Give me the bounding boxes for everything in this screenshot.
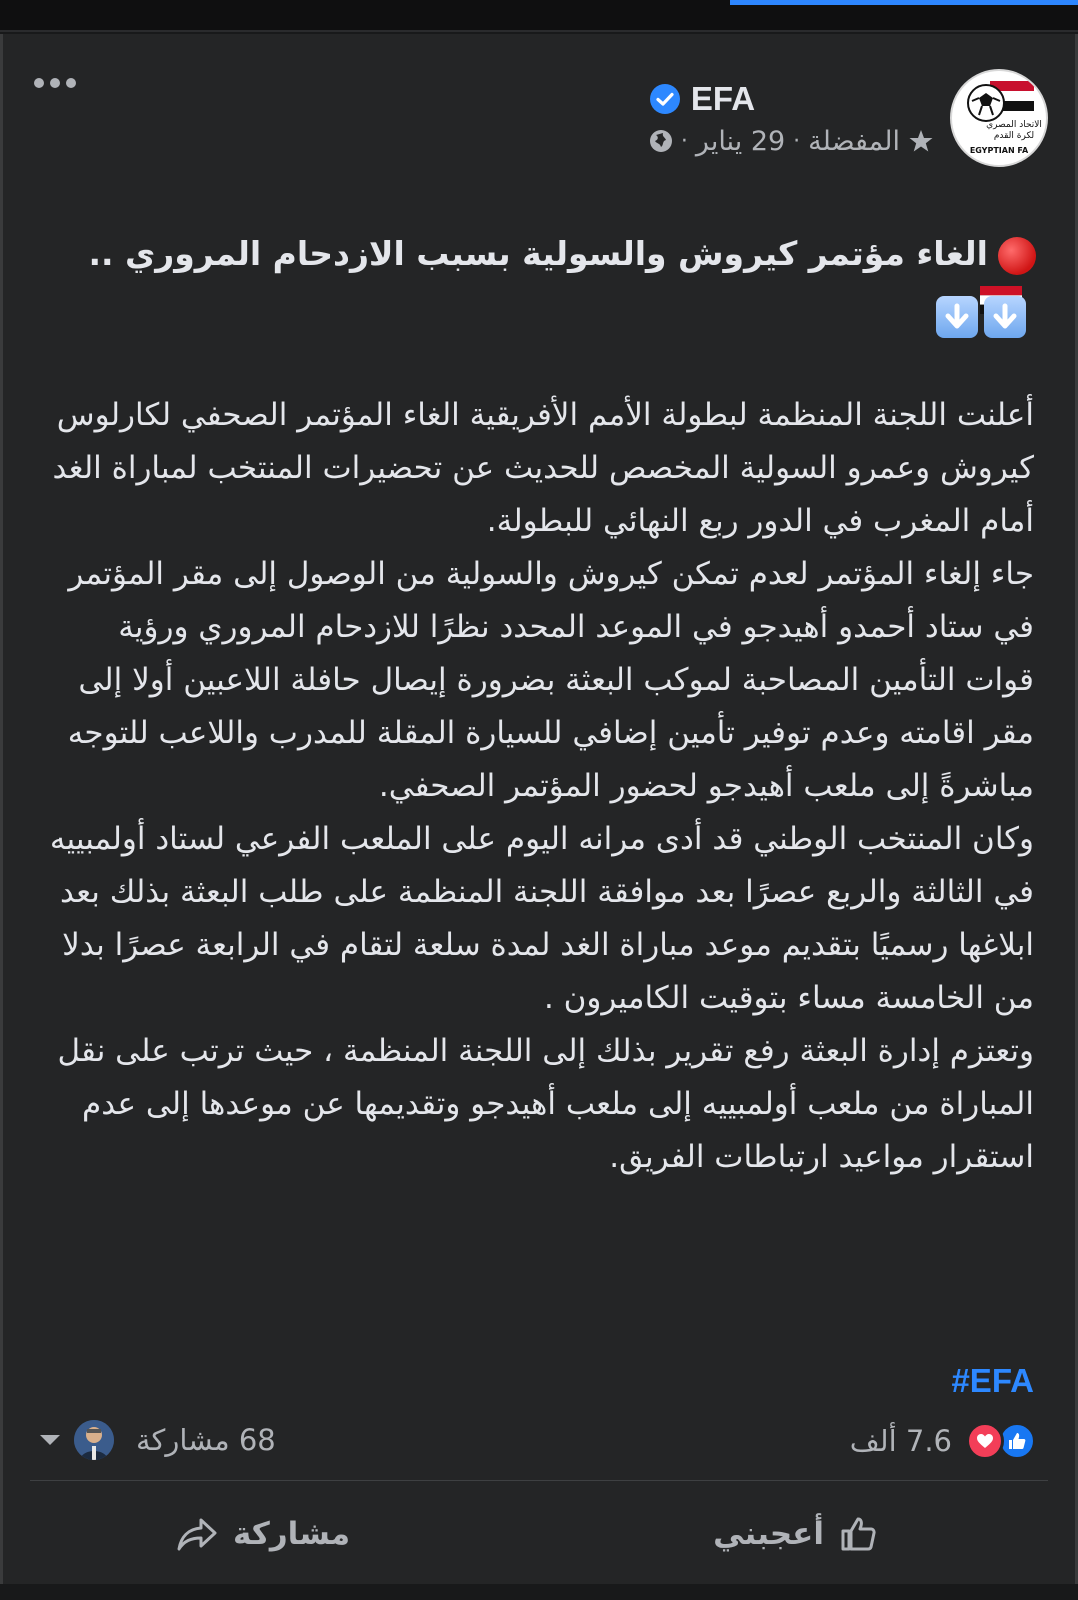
hashtag-link[interactable]: #EFA — [951, 1362, 1034, 1399]
down-arrow-icon — [984, 296, 1026, 338]
share-arrow-icon — [175, 1514, 219, 1554]
name-row — [649, 80, 755, 118]
post-title — [36, 232, 1036, 320]
like-button[interactable] — [713, 1514, 878, 1554]
verified-badge-icon — [649, 83, 681, 115]
red-circle-icon — [998, 237, 1036, 275]
chevron-down-icon[interactable] — [40, 1435, 60, 1445]
thumbs-up-icon — [838, 1514, 878, 1554]
share-label: مشاركة — [233, 1516, 351, 1552]
card-edge-left — [0, 34, 3, 1584]
more-options-icon[interactable] — [34, 78, 76, 88]
favorites-label: المفضلة — [808, 125, 900, 157]
share-button[interactable] — [175, 1514, 350, 1554]
efa-logo-icon — [952, 71, 1046, 165]
logo-text-top: الاتحاد المصري — [986, 120, 1042, 130]
logo-text-bottom: EGYPTIAN FA — [969, 146, 1029, 155]
page-avatar[interactable] — [950, 69, 1048, 167]
post-card — [0, 34, 1078, 1584]
body-paragraph: وكان المنتخب الوطني قد أدى مرانه اليوم على الملعب الفرعي لستاد أولمبييه في الثالثة والربع عصرًا بعد موافقة اللجنة المنظمة على طلب البعثة بذلك بعد ابلاغها رسميًا بتقديم موعد مباراة الغد لمدة سلعة لتقام في الرابعة عصرًا بدلا من الخامسة مساء بتوقيت الكاميرون . — [49, 821, 1034, 1016]
post-body — [44, 389, 1034, 1184]
meta-separator: · — [793, 128, 801, 154]
body-paragraph: أعلنت اللجنة المنظمة لبطولة الأمم الأفريقية الغاء المؤتمر الصحفي لكارلوس كيروش وعمرو السولية المخصص للحديث عن تحضيرات المنتخب لمباراة الغد أمام المغرب في الدور ربع النهائي للبطولة. — [52, 397, 1034, 539]
post-title-text: الغاء مؤتمر كيروش والسولية بسبب الازدحام المروري .. — [88, 234, 988, 273]
post-subline — [649, 126, 934, 157]
love-reaction-icon — [966, 1422, 1004, 1460]
globe-icon — [649, 129, 673, 153]
down-arrow-icon — [936, 296, 978, 338]
progress-accent — [730, 0, 1078, 5]
meta-separator: · — [680, 128, 688, 154]
actions-divider — [30, 1480, 1048, 1481]
reactions-count[interactable]: 7.6 ألف — [849, 1424, 952, 1458]
action-bar — [0, 1504, 1078, 1584]
shares-count[interactable]: 68 مشاركة — [136, 1423, 276, 1457]
body-paragraph: جاء إلغاء المؤتمر لعدم تمكن كيروش والسولية من الوصول إلى مقر المؤتمر في ستاد أحمدو أهيدجو في الموعد المحدد نظرًا للازدحام المروري ورؤية قوات التأمين المصاحبة لموكب البعثة بضرورة إيصال حافلة اللاعبين أولا إلى مقر اقامته وعدم توفير تأمين إضافي للسيارة المقلة للمدرب واللاعب للتوجه مباشرةً إلى ملعب أهيدجو لحضور المؤتمر الصحفي. — [67, 556, 1034, 804]
status-bar — [0, 0, 1078, 30]
logo-text-mid: لكرة القدم — [993, 131, 1035, 141]
bottom-bar — [0, 1584, 1078, 1600]
post-date[interactable]: 29 يناير — [695, 125, 786, 157]
post-meta — [649, 80, 934, 157]
reactions-summary[interactable] — [850, 1422, 1036, 1460]
top-divider — [0, 30, 1078, 32]
shares-summary — [40, 1420, 276, 1460]
post-header — [649, 68, 1048, 168]
page-name[interactable]: EFA — [690, 79, 756, 117]
down-arrows — [936, 296, 1026, 338]
like-label: أعجبني — [713, 1516, 824, 1552]
viewer-avatar[interactable] — [74, 1420, 114, 1460]
favorites-star-icon — [908, 128, 934, 154]
body-paragraph: وتعتزم إدارة البعثة رفع تقرير بذلك إلى اللجنة المنظمة ، حيث ترتب على نقل المباراة من ملعب أولمبييه إلى ملعب أهيدجو وتقديمها عن موعدها إلى عدم استقرار مواعيد ارتباطات الفريق. — [57, 1033, 1034, 1175]
